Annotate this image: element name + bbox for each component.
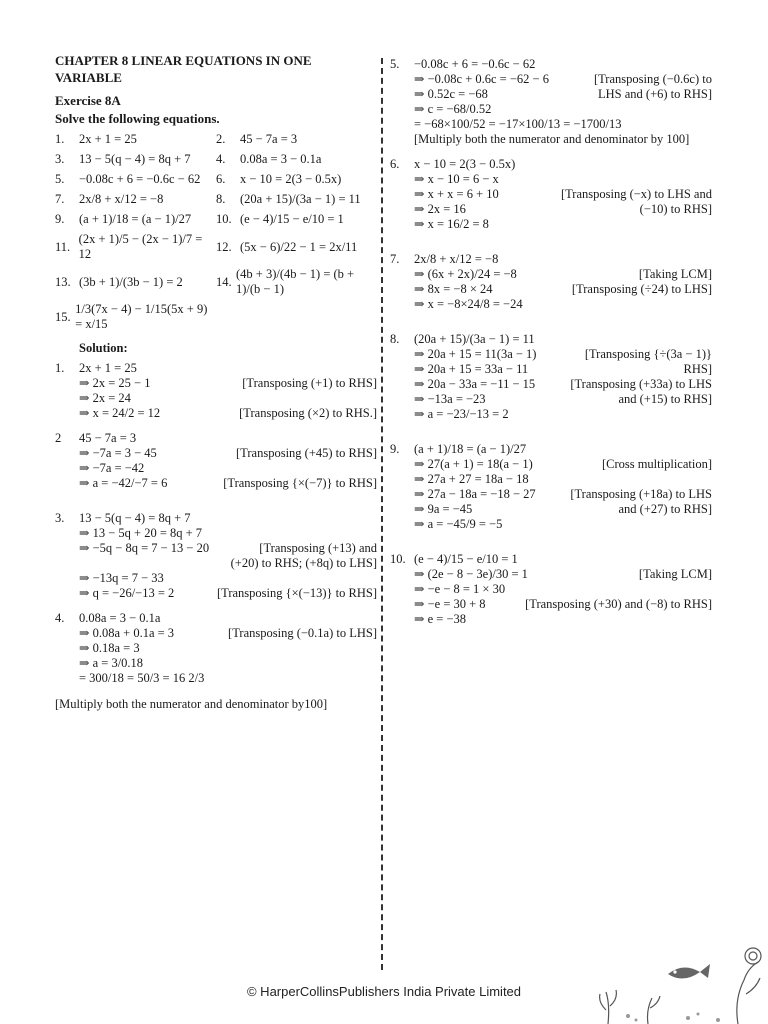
step-annotation: [Taking LCM] [638, 567, 712, 581]
problem-equation: (a + 1)/18 = (a − 1)/27 [79, 212, 192, 226]
equation-step: [Multiply both the numerator and denominator by 100] [414, 132, 690, 146]
equation-step: ⇒ q = −26/−13 = 2 [79, 586, 175, 600]
equation-step: (20a + 15)/(3a − 1) = 11 [414, 332, 535, 346]
problem-number: 14. [216, 274, 232, 289]
solution-block [55, 611, 377, 686]
step-annotation: [Transposing (−x) to LHS and [560, 187, 712, 201]
solution-line [390, 472, 712, 487]
solution-block [390, 332, 712, 422]
problem-equation: −0.08c + 6 = −0.6c − 62 [79, 172, 201, 186]
step-annotation: [Transposing (×2) to RHS.] [239, 406, 377, 420]
chapter-heading: CHAPTER 8 LINEAR EQUATIONS IN ONE VARIABLE [55, 53, 312, 85]
equation-step: ⇒ −7a = −42 [79, 461, 145, 475]
solution-line [390, 567, 712, 582]
problem-cell [216, 302, 377, 332]
step-annotation: [Taking LCM] [638, 267, 712, 281]
solution-line [390, 597, 712, 612]
solution-block [390, 157, 712, 232]
equation-step: ⇒ 20a + 15 = 11(3a − 1) [414, 347, 537, 361]
problem-row [55, 302, 377, 332]
solution-line [390, 392, 712, 407]
solution-line [390, 282, 712, 297]
solution-line [390, 132, 712, 147]
problem-number: 8. [216, 192, 226, 206]
solution-line [390, 362, 712, 377]
equation-step: ⇒ 27a + 27 = 18a − 18 [414, 472, 529, 486]
solution-number: 10. [390, 552, 406, 566]
problem-cell [55, 267, 216, 297]
left-column [55, 52, 377, 712]
equation-step: ⇒ 27(a + 1) = 18(a − 1) [414, 457, 533, 471]
step-annotation: [Transposing (+18a) to LHS [570, 487, 712, 501]
solution-number: 3. [55, 511, 65, 525]
equation-step: ⇒ −7a = 3 − 45 [79, 446, 157, 460]
kelp-icon [737, 962, 760, 1024]
solution-line [55, 541, 377, 556]
solution-number: 9. [390, 442, 400, 456]
step-annotation: [Transposing (−0.6c) to [593, 72, 712, 86]
solution-line [55, 556, 377, 571]
problem-cell [55, 152, 216, 167]
problem-list [55, 132, 377, 332]
equation-step: = −68×100/52 = −17×100/13 = −1700/13 [414, 117, 622, 131]
solution-number: 5. [390, 57, 400, 71]
step-annotation: LHS and (+6) to RHS] [598, 87, 712, 101]
equation-step: ⇒ 2x = 16 [414, 202, 466, 216]
solution-line [390, 252, 712, 267]
problem-number: 11. [55, 239, 71, 254]
equation-step: ⇒ x = 16/2 = 8 [414, 217, 489, 231]
equation-step: ⇒ (2e − 8 − 3e)/30 = 1 [414, 567, 528, 581]
problem-number: 2. [216, 132, 226, 146]
problem-number: 12. [216, 239, 232, 254]
equation-step: ⇒ −5q − 8q = 7 − 13 − 20 [79, 541, 210, 555]
multiply-note: [Multiply both the numerator and denominator by100] [55, 697, 328, 711]
equation-step: ⇒ x = −8×24/8 = −24 [414, 297, 523, 311]
seaweed-icon [648, 996, 661, 1024]
problem-number: 9. [55, 212, 65, 226]
solution-line [55, 671, 377, 686]
step-annotation: (−10) to RHS] [639, 202, 712, 216]
equation-step: ⇒ 9a = −45 [414, 502, 473, 516]
step-annotation: [Transposing (+1) to RHS] [242, 376, 377, 390]
problem-cell [55, 232, 216, 262]
problem-cell [55, 132, 216, 147]
solution-number: 7. [390, 252, 400, 266]
equation-step: ⇒ c = −68/0.52 [414, 102, 492, 116]
left-solutions [55, 361, 377, 686]
solution-block [390, 552, 712, 627]
solution-line [390, 332, 712, 347]
solution-number: 4. [55, 611, 65, 625]
solution-line [55, 431, 377, 446]
solution-block [55, 431, 377, 491]
exercise-title: Exercise 8A [55, 93, 121, 108]
solution-line [390, 612, 712, 627]
solution-block [390, 252, 712, 312]
problem-equation: (e − 4)/15 − e/10 = 1 [240, 212, 344, 226]
coral-icon [600, 990, 617, 1024]
equation-step: ⇒ 13 − 5q + 20 = 8q + 7 [79, 526, 203, 540]
equation-step: ⇒ e = −38 [414, 612, 466, 626]
problem-equation: (5x − 6)/22 − 1 = 2x/11 [240, 239, 358, 254]
solution-line [55, 641, 377, 656]
equation-step: ⇒ 0.08a + 0.1a = 3 [79, 626, 175, 640]
copyright-footer: © HarperCollinsPublishers India Private Limited [246, 984, 522, 999]
problem-number: 1. [55, 132, 65, 146]
solution-line [55, 511, 377, 526]
equation-step: ⇒ 20a + 15 = 33a − 11 [414, 362, 529, 376]
solution-line [55, 461, 377, 476]
problem-equation: 2x/8 + x/12 = −8 [79, 192, 164, 206]
solution-line [390, 297, 712, 312]
right-solutions [390, 57, 712, 627]
equation-step: ⇒ 0.18a = 3 [79, 641, 140, 655]
step-annotation: [Transposing (−0.1a) to LHS] [228, 626, 377, 640]
solution-line [390, 487, 712, 502]
solution-block [55, 511, 377, 601]
problem-cell [216, 212, 377, 227]
problem-cell [216, 132, 377, 147]
problem-number: 6. [216, 172, 226, 186]
solution-line [390, 102, 712, 117]
problem-equation: 13 − 5(q − 4) = 8q + 7 [79, 152, 191, 166]
problem-cell [216, 172, 377, 187]
step-annotation: RHS] [683, 362, 712, 376]
solution-line [55, 526, 377, 541]
column-divider [381, 58, 383, 970]
solution-line [390, 72, 712, 87]
problem-row [55, 192, 377, 207]
problem-equation: 2x + 1 = 25 [79, 132, 137, 146]
solution-number: 6. [390, 157, 400, 171]
instruction: Solve the following equations. [55, 111, 220, 126]
problem-cell [55, 172, 216, 187]
equation-step: (a + 1)/18 = (a − 1)/27 [414, 442, 527, 456]
problem-row [55, 152, 377, 167]
equation-step: 0.08a = 3 − 0.1a [79, 611, 161, 625]
solution-block [390, 442, 712, 532]
step-annotation: [Transposing {÷(3a − 1)} [584, 347, 712, 361]
problem-cell [216, 232, 377, 262]
problem-cell [55, 212, 216, 227]
equation-step: ⇒ x = 24/2 = 12 [79, 406, 161, 420]
step-annotation: [Transposing (÷24) to LHS] [571, 282, 712, 296]
solution-line [390, 457, 712, 472]
solution-line [55, 571, 377, 586]
solution-block [390, 57, 712, 147]
problem-cell [55, 302, 216, 332]
problem-cell [216, 192, 377, 207]
solution-line [390, 157, 712, 172]
solution-line [390, 407, 712, 422]
problem-equation: (2x + 1)/5 − (2x − 1)/7 = 12 [78, 232, 203, 261]
solution-line [390, 57, 712, 72]
solution-number: 2 [55, 431, 62, 445]
coral-fish-illustration [588, 944, 768, 1024]
equation-step: −0.08c + 6 = −0.6c − 62 [414, 57, 536, 71]
step-annotation: [Transposing {×(−7)} to RHS] [223, 476, 377, 490]
solution-number: 8. [390, 332, 400, 346]
problem-equation: 0.08a = 3 − 0.1a [240, 152, 322, 166]
solution-line [55, 406, 377, 421]
solution-line [55, 656, 377, 671]
right-column [390, 52, 712, 627]
equation-step: = 300/18 = 50/3 = 16 2/3 [79, 671, 205, 685]
problem-row [55, 212, 377, 227]
solution-line [390, 117, 712, 132]
problem-row [55, 232, 377, 262]
step-annotation: and (+15) to RHS] [618, 392, 712, 406]
equation-step: ⇒ −13a = −23 [414, 392, 486, 406]
step-annotation: [Transposing (+30) and (−8) to RHS] [525, 597, 712, 611]
solution-line [55, 586, 377, 601]
problem-equation: 45 − 7a = 3 [240, 132, 298, 146]
solution-line [55, 391, 377, 406]
solution-line [55, 626, 377, 641]
equation-step: ⇒ −0.08c + 0.6c = −62 − 6 [414, 72, 549, 86]
step-annotation: [Cross multiplication] [601, 457, 712, 471]
solution-line [390, 172, 712, 187]
problem-equation: (3b + 1)/(3b − 1) = 2 [79, 274, 183, 289]
solution-line [390, 267, 712, 282]
solution-line [55, 376, 377, 391]
problem-number: 7. [55, 192, 65, 206]
step-annotation: [Transposing {×(−13)} to RHS] [216, 586, 377, 600]
step-annotation: and (+27) to RHS] [618, 502, 712, 516]
equation-step: ⇒ x − 10 = 6 − x [414, 172, 499, 186]
equation-step: ⇒ 2x = 24 [79, 391, 131, 405]
equation-step: ⇒ a = −23/−13 = 2 [414, 407, 509, 421]
equation-step: ⇒ −e = 30 + 8 [414, 597, 486, 611]
equation-step: ⇒ 20a − 33a = −11 − 15 [414, 377, 536, 391]
equation-step: 45 − 7a = 3 [79, 431, 137, 445]
solution-line [390, 442, 712, 457]
step-annotation: [Transposing (+13) and [259, 541, 377, 555]
equation-step: ⇒ −13q = 7 − 33 [79, 571, 164, 585]
fish-icon [668, 964, 710, 979]
solution-line [55, 361, 377, 376]
problem-equation: (20a + 15)/(3a − 1) = 11 [240, 192, 361, 206]
problem-row [55, 267, 377, 297]
problem-number: 4. [216, 152, 226, 166]
equation-step: ⇒ a = 3/0.18 [79, 656, 144, 670]
problem-cell [55, 192, 216, 207]
equation-step: 2x/8 + x/12 = −8 [414, 252, 499, 266]
solution-line [390, 502, 712, 517]
equation-step: ⇒ 8x = −8 × 24 [414, 282, 493, 296]
problem-number: 15. [55, 309, 71, 324]
solution-line [390, 347, 712, 362]
solution-line [390, 202, 712, 217]
equation-step: ⇒ 2x = 25 − 1 [79, 376, 151, 390]
equation-step: ⇒ 27a − 18a = −18 − 27 [414, 487, 536, 501]
problem-number: 5. [55, 172, 65, 186]
problem-number: 3. [55, 152, 65, 166]
equation-step: 13 − 5(q − 4) = 8q + 7 [79, 511, 191, 525]
solution-label: Solution: [79, 341, 128, 355]
step-annotation: [Transposing (+33a) to LHS [570, 377, 712, 391]
equation-step: ⇒ (6x + 2x)/24 = −8 [414, 267, 517, 281]
solution-line [55, 611, 377, 626]
equation-step: ⇒ 0.52c = −68 [414, 87, 488, 101]
solution-line [390, 377, 712, 392]
problem-equation: (4b + 3)/(4b − 1) = (b + 1)/(b − 1) [236, 267, 355, 296]
problem-row [55, 172, 377, 187]
problem-row [55, 132, 377, 147]
solution-line [55, 476, 377, 491]
equation-step: (e − 4)/15 − e/10 = 1 [414, 552, 518, 566]
problem-equation: x − 10 = 2(3 − 0.5x) [240, 172, 342, 186]
problem-equation: 1/3(7x − 4) − 1/15(5x + 9) = x/15 [75, 302, 208, 331]
problem-cell [216, 152, 377, 167]
solution-line [390, 87, 712, 102]
problem-number: 10. [216, 212, 232, 226]
solution-line [390, 582, 712, 597]
equation-step: 2x + 1 = 25 [79, 361, 137, 375]
equation-step: ⇒ −e − 8 = 1 × 30 [414, 582, 506, 596]
solution-line [390, 552, 712, 567]
solution-line [390, 187, 712, 202]
step-annotation: (+20) to RHS; (+8q) to LHS] [230, 556, 377, 570]
equation-step: ⇒ a = −45/9 = −5 [414, 517, 503, 531]
solution-number: 1. [55, 361, 65, 375]
equation-step: x − 10 = 2(3 − 0.5x) [414, 157, 516, 171]
solution-line [390, 217, 712, 232]
equation-step: ⇒ a = −42/−7 = 6 [79, 476, 168, 490]
problem-number: 13. [55, 274, 71, 289]
step-annotation: [Transposing (+45) to RHS] [236, 446, 377, 460]
solution-block [55, 361, 377, 421]
problem-cell [216, 267, 377, 297]
solution-line [55, 446, 377, 461]
equation-step: ⇒ x + x = 6 + 10 [414, 187, 499, 201]
solution-line [390, 517, 712, 532]
